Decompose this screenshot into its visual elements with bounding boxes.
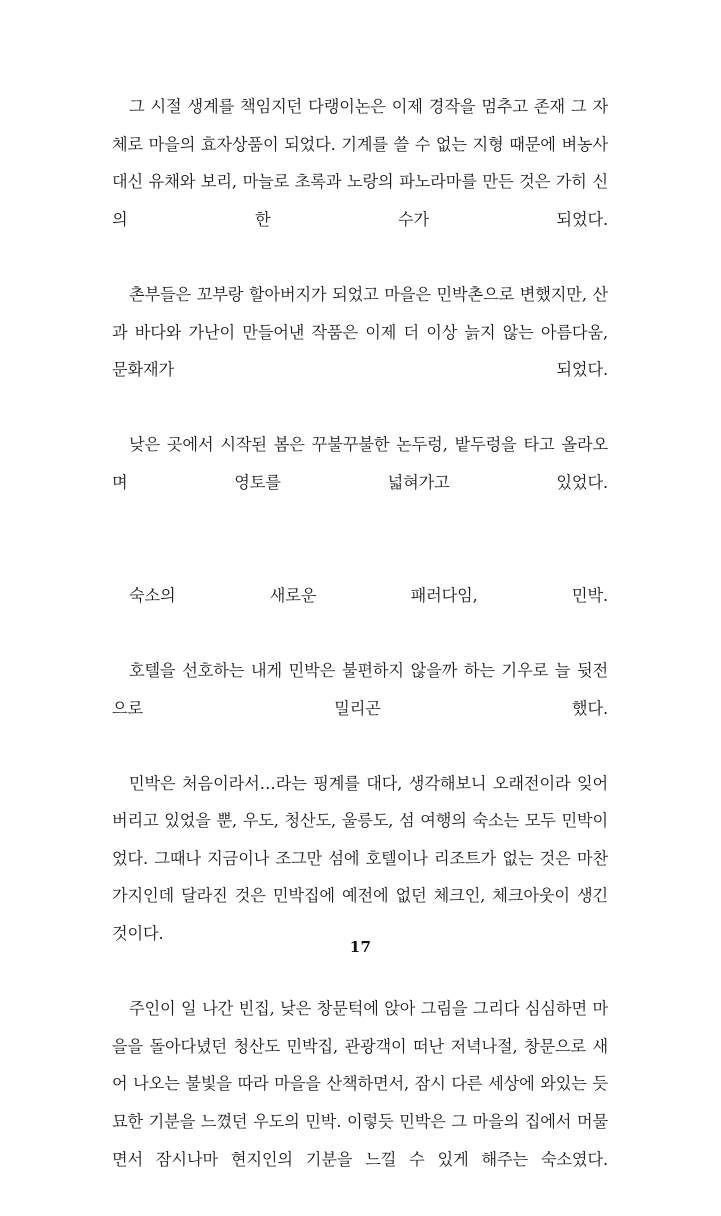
paragraph-5: 호텔을 선호하는 내게 민박은 불편하지 않을까 하는 기우로 늘 뒷전으로 밀리곤 했다. [112,660,608,718]
page-text-body [112,88,608,1216]
section-break [112,539,608,577]
paragraph-3: 낮은 곳에서 시작된 봄은 꾸불꾸불한 논두렁, 밭두렁을 타고 올라오며 영토를 넓혀가고 있었다. [112,435,608,492]
paragraph-2: 촌부들은 꼬부랑 할아버지가 되었고 마을은 민박촌으로 변했지만, 산과 바다와 가난이 만들어낸 작품은 이제 더 이상 늙지 않는 아름다움, 문화재가 되었다. [112,284,608,380]
page-number: 17 [349,938,372,956]
paragraph-4: 숙소의 새로운 패러다임, 민박. [129,585,608,605]
paragraph-1: 그 시절 생계를 책임지던 다랭이논은 이제 경작을 멈추고 존재 그 자체로 마을의 효자상품이 되었다. 기계를 쓸 수 없는 지형 때문에 벼농사 대신 유채와 보리, 마늘로 초록과 노랑의 파노라마를 만든 것은 가히 신의 한 수가 되었다. [112,97,608,229]
paragraph-6: 민박은 처음이라서…라는 핑계를 대다, 생각해보니 오래전이라 잊어버리고 있었을 뿐, 우도, 청산도, 울릉도, 섬 여행의 숙소는 모두 민박이었다. 그때나 지금이나 조그만 섬에 호텔이나 리조트가 없는 것은 마찬가지인데 달라진 것은 민박집에 예전에 없던 체크인, 체크아웃이 생긴 것이다. [112,773,608,944]
paragraph-7: 주인이 일 나간 빈집, 낮은 창문턱에 앉아 그림을 그리다 심심하면 마을을 돌아다녔던 청산도 민박집, 관광객이 떠난 저녁나절, 창문으로 새어 나오는 불빛을 따라 마을을 산책하면서, 잠시 다른 세상에 와있는 듯 묘한 기분을 느꼈던 우도의 민박. 이렇듯 민박은 그 마을의 집에서 머물면서 잠시나마 현지인의 기분을 느낄 수 있게 해주는 숙소였다. [112,999,608,1169]
